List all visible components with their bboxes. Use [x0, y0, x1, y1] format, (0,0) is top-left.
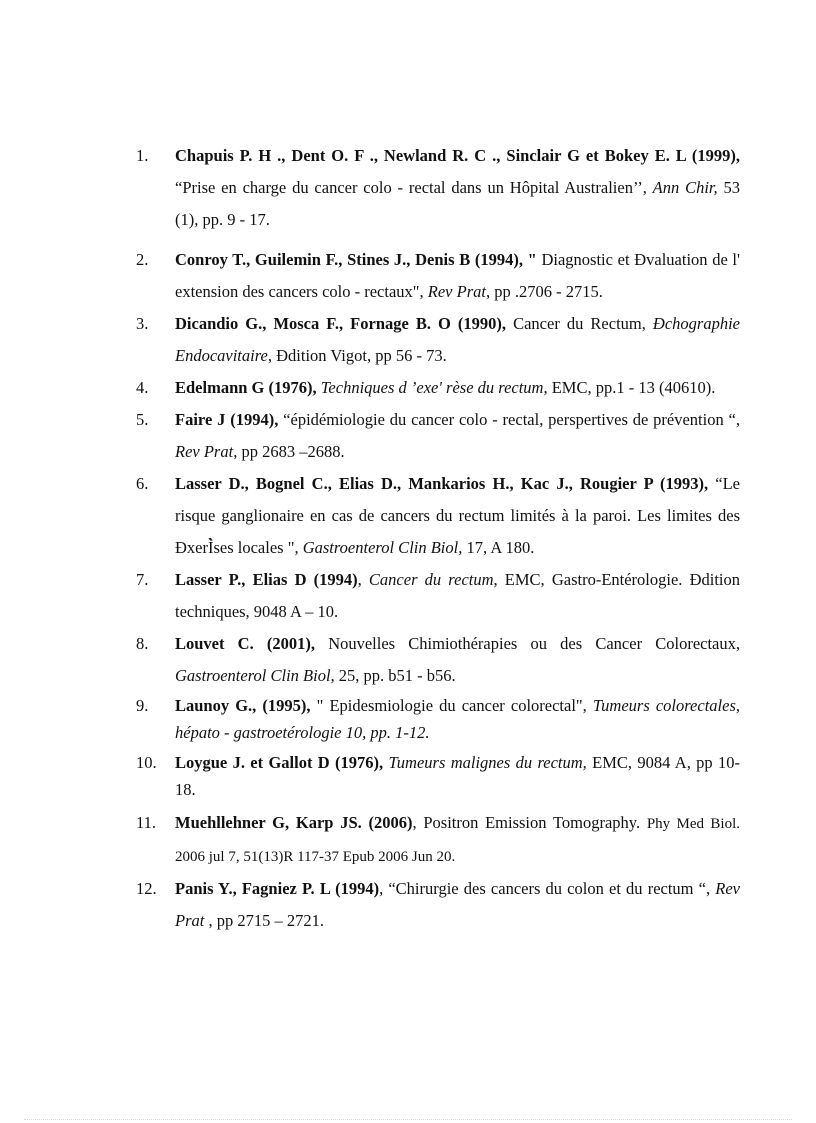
reference-title: “Le risque ganglionaire en cas de cancers du rectum limités à la paroi. Les limites des ĐxerÌ̀ses locales ", — [175, 474, 740, 557]
reference-authors: Muehllehner G, Karp JS. (2006) — [175, 813, 413, 832]
reference-authors: Dicandio G., Mosca F., Fornage B. O (1990), — [175, 314, 507, 333]
reference-details: 53 (1), pp. 9 - 17. — [175, 178, 740, 229]
reference-journal: Techniques d ’exe' rèse du rectum — [320, 378, 544, 397]
reference-authors: Loygue J. et Gallot D (1976), — [175, 753, 384, 772]
reference-item — [136, 404, 740, 468]
reference-authors: Conroy T., Guilemin F., Stines J., Denis B (1994), " — [175, 250, 537, 269]
reference-item — [136, 873, 740, 937]
reference-item — [136, 244, 740, 308]
reference-journal: Đchographie Endocavitaire — [175, 314, 740, 365]
reference-title: Cancer du Rectum, — [506, 314, 653, 333]
reference-authors: Edelmann G (1976), — [175, 378, 317, 397]
reference-journal: Ann Chir, — [652, 178, 718, 197]
reference-journal: Rev Prat — [175, 442, 234, 461]
reference-title: , Positron Emission Tomography. — [412, 813, 647, 832]
reference-item — [136, 372, 740, 404]
reference-number: 5. — [136, 410, 149, 429]
reference-title: Diagnostic et Đvaluation de l' extension des cancers colo - rectaux", — [175, 250, 740, 301]
reference-number: 2. — [136, 250, 149, 269]
reference-number: 1. — [136, 146, 149, 165]
reference-number: 6. — [136, 474, 149, 493]
reference-journal: Gastroenterol Clin Biol, — [302, 538, 463, 557]
reference-number: 9. — [136, 696, 149, 715]
reference-journal: Rev Prat — [427, 282, 486, 301]
reference-title: “épidémiologie du cancer colo - rectal, perspertives de prévention “, — [278, 410, 740, 429]
reference-details: 25, pp. b51 - b56. — [334, 666, 456, 685]
reference-details: , pp .2706 - 2715. — [485, 282, 603, 301]
reference-item — [136, 564, 740, 628]
reference-details: , pp 2683 –2688. — [233, 442, 345, 461]
reference-details: 17, A 180. — [462, 538, 535, 557]
reference-number: 12. — [136, 879, 157, 898]
reference-details: , EMC, Gastro-Entérologie. Đdition techniques, 9048 A – 10. — [175, 570, 740, 621]
reference-title: “Prise en charge du cancer colo - rectal dans un Hôpital Australien’’, — [175, 178, 653, 197]
reference-journal: Tumeurs malignes du rectum, — [388, 753, 587, 772]
reference-number: 7. — [136, 570, 149, 589]
reference-item — [136, 749, 740, 803]
reference-journal: Gastroenterol Clin Biol, — [175, 666, 335, 685]
reference-authors: Lasser P., Elias D (1994) — [175, 570, 358, 589]
reference-details: EMC, 9084 A, pp 10-18. — [175, 753, 740, 799]
reference-authors: Faire J (1994), — [175, 410, 279, 429]
reference-authors: Launoy G., (1995), — [175, 696, 311, 715]
reference-details: , EMC, pp.1 - 13 (40610). — [543, 378, 716, 397]
reference-details: , pp 2715 – 2721. — [204, 911, 324, 930]
reference-number: 8. — [136, 634, 149, 653]
reference-item — [136, 807, 740, 873]
reference-number: 4. — [136, 378, 149, 397]
reference-title: Nouvelles Chimiothérapies ou des Cancer Colorectaux, — [315, 634, 741, 653]
reference-item — [136, 308, 740, 372]
reference-item — [136, 628, 740, 692]
reference-number: 11. — [136, 813, 157, 832]
reference-number: 3. — [136, 314, 149, 333]
reference-list — [136, 140, 740, 937]
reference-title: , “Chirurgie des cancers du colon et du rectum “, — [379, 879, 716, 898]
reference-authors: Louvet C. (2001), — [175, 634, 316, 653]
reference-authors: Chapuis P. H ., Dent O. F ., Newland R. C ., Sinclair G et Bokey E. L (1999), — [175, 146, 740, 165]
reference-title: , — [357, 570, 369, 589]
reference-title: " Epidesmiologie du cancer colorectal", — [310, 696, 593, 715]
page-bottom-divider — [24, 1119, 792, 1120]
reference-journal: Cancer du rectum — [368, 570, 494, 589]
reference-authors: Panis Y., Fagniez P. L (1994) — [175, 879, 380, 898]
reference-authors: Lasser D., Bognel C., Elias D., Mankarios H., Kac J., Rougier P (1993), — [175, 474, 709, 493]
reference-journal: Tumeurs colorectales, hépato - gastroetérologie 10, pp. 1-12. — [175, 696, 740, 742]
reference-details: Phy Med Biol. 2006 jul 7, 51(13)R 117-37 Epub 2006 Jun 20. — [175, 816, 740, 865]
reference-item — [136, 468, 740, 564]
reference-item — [136, 692, 740, 746]
reference-number: 10. — [136, 753, 157, 772]
reference-item — [136, 140, 740, 236]
reference-journal: Rev Prat — [175, 879, 740, 930]
reference-details: , Đdition Vigot, pp 56 - 73. — [267, 346, 447, 365]
